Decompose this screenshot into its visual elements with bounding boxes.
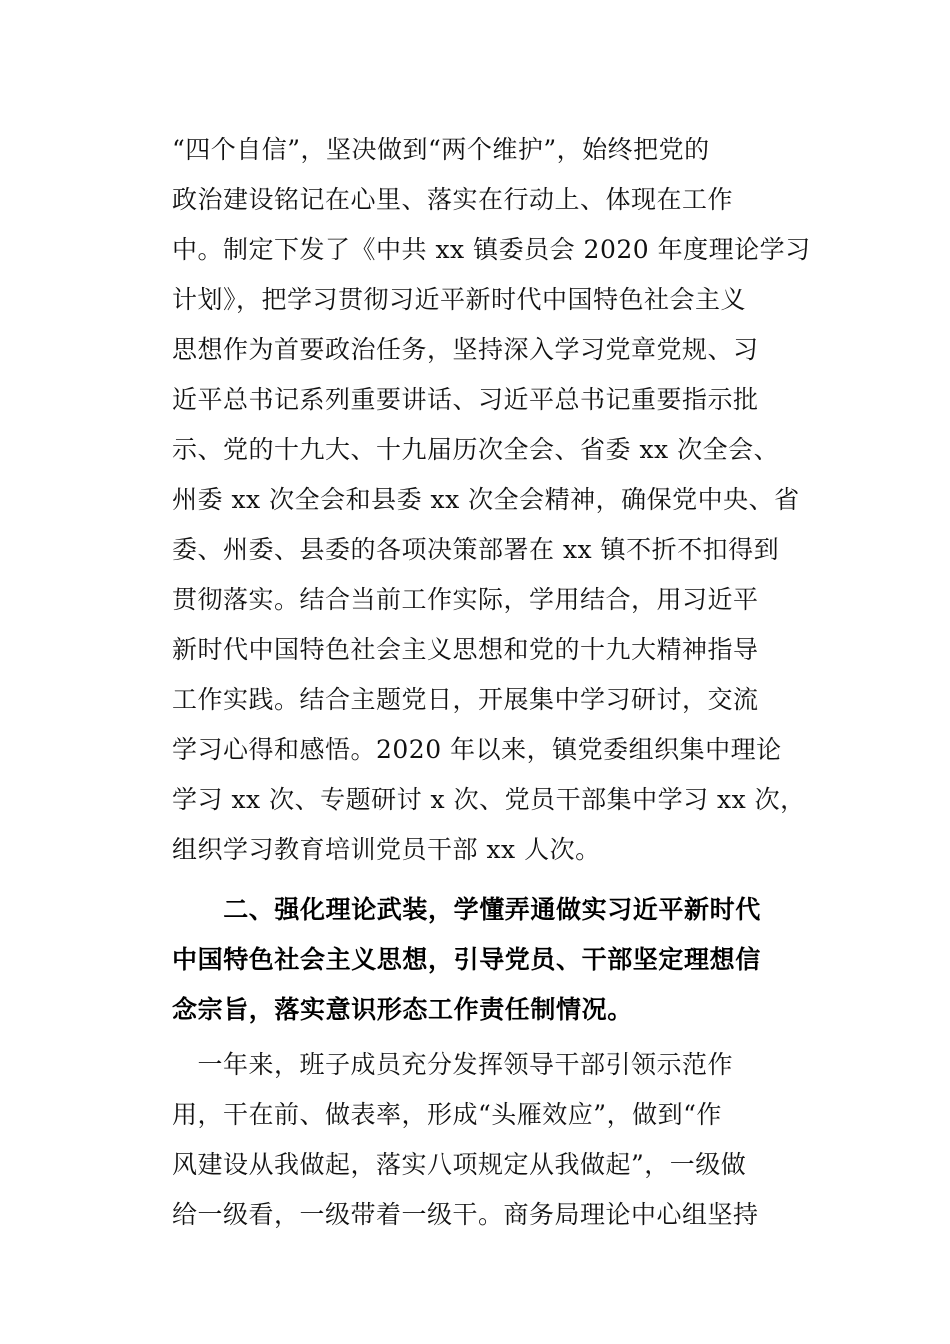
text-line: 给一级看，一级带着一级干。商务局理论中心组坚持 (172, 1200, 759, 1229)
text-line: 一年来，班子成员充分发挥领导干部引领示范作 (172, 1050, 734, 1079)
text-line: 中。制定下发了《中共 xx 镇委员会 2020 年度理论学习 (172, 235, 811, 264)
paragraph-study-plan (172, 125, 811, 875)
document-body (172, 125, 811, 1240)
text-line: 政治建设铭记在心里、落实在行动上、体现在工作 (172, 185, 734, 214)
text-line: 风建设从我做起，落实八项规定从我做起”，一级做 (172, 1150, 747, 1179)
text-line: 学习 xx 次、专题研讨 x 次、党员干部集中学习 xx 次， (172, 785, 806, 814)
text-line: 贯彻落实。结合当前工作实际，学用结合，用习近平 (172, 585, 759, 614)
paragraph-leadership (172, 1040, 782, 1240)
spacer (172, 875, 782, 885)
text-line: 思想作为首要政治任务，坚持深入学习党章党规、习 (172, 335, 759, 364)
text-line: “四个自信”，坚决做到“两个维护”，始终把党的 (172, 135, 710, 164)
text-line: 州委 xx 次全会和县委 xx 次全会精神，确保党中央、省 (172, 485, 800, 514)
text-line: 计划》，把学习贯彻习近平新时代中国特色社会主义 (172, 285, 747, 314)
text-line: 用，干在前、做表率，形成“头雁效应”，做到“作 (172, 1100, 722, 1129)
section-heading (172, 885, 782, 1035)
text-line: 委、州委、县委的各项决策部署在 xx 镇不折不扣得到 (172, 535, 780, 564)
text-line: 学习心得和感悟。2020 年以来，镇党委组织集中理论 (172, 735, 782, 764)
heading-line: 中国特色社会主义思想，引导党员、干部坚定理想信 (172, 945, 761, 974)
text-line: 工作实践。结合主题党日，开展集中学习研讨，交流 (172, 685, 759, 714)
text-line: 近平总书记系列重要讲话、习近平总书记重要指示批 (172, 385, 759, 414)
heading-line: 念宗旨，落实意识形态工作责任制情况。 (172, 995, 633, 1024)
heading-line: 二、强化理论武装，学懂弄通做实习近平新时代 (172, 895, 761, 924)
text-line: 组织学习教育培训党员干部 xx 人次。 (172, 835, 601, 864)
text-line: 新时代中国特色社会主义思想和党的十九大精神指导 (172, 635, 759, 664)
text-line: 示、党的十九大、十九届历次全会、省委 xx 次全会、 (172, 435, 780, 464)
